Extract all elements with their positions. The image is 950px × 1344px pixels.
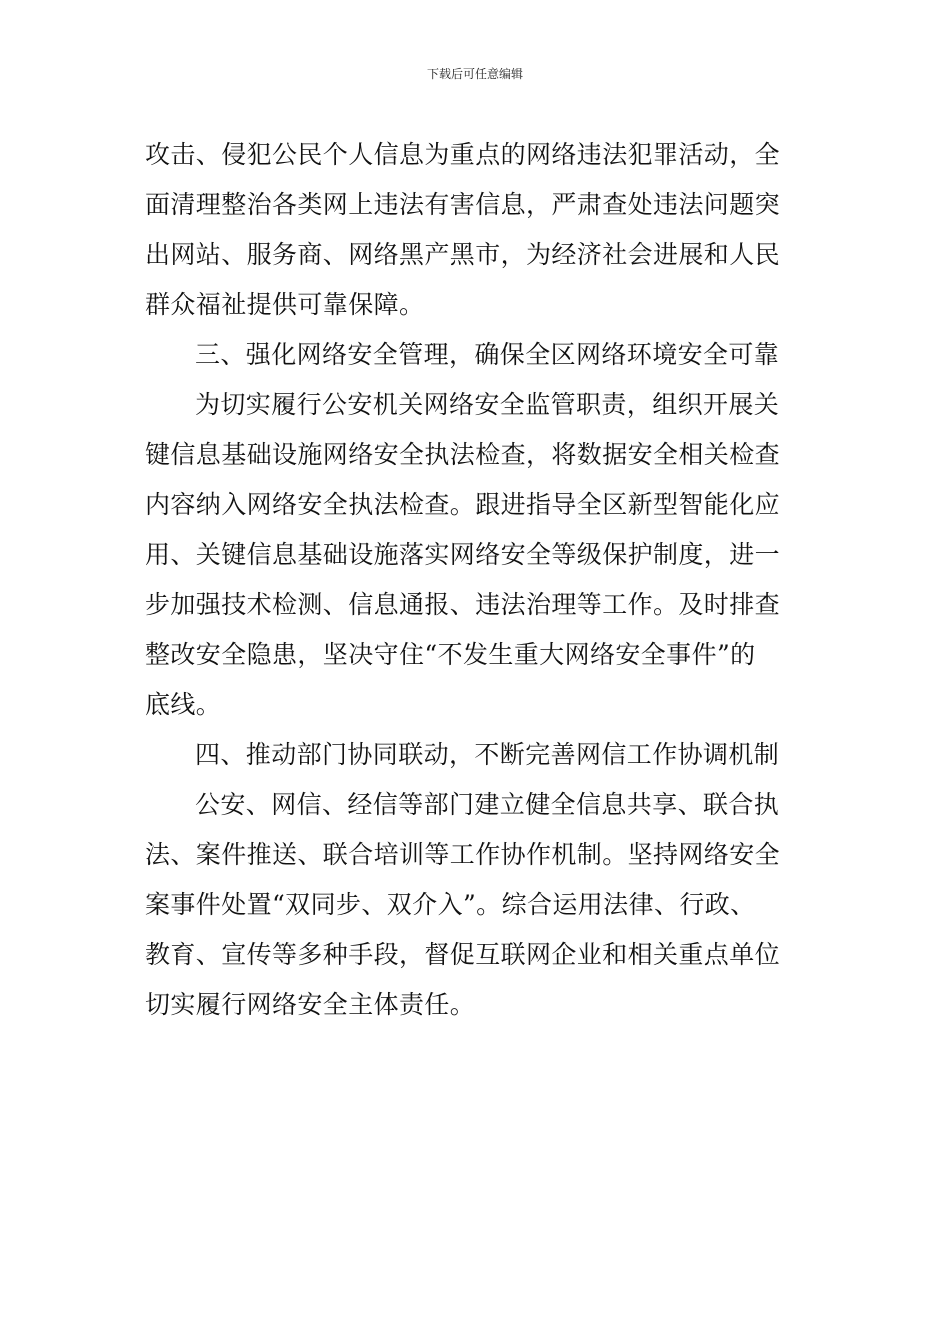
text-line: 四、推动部门协同联动，不断完善网信工作协调机制 xyxy=(195,740,780,769)
text-line: 为切实履行公安机关网络安全监管职责，组织开展关 xyxy=(195,390,780,419)
header-note: 下载后可任意编辑 xyxy=(426,67,523,81)
text-line: 案事件处置“双同步、双介入”。综合运用法律、行政、 xyxy=(145,890,756,919)
text-line: 用、关键信息基础设施落实网络安全等级保护制度，进一 xyxy=(145,540,781,569)
text-line: 三、强化网络安全管理，确保全区网络环境安全可靠 xyxy=(195,340,780,369)
document-body xyxy=(145,130,795,1030)
text-line: 公安、网信、经信等部门建立健全信息共享、联合执 xyxy=(195,790,780,819)
text-line: 攻击、侵犯公民个人信息为重点的网络违法犯罪活动，全 xyxy=(145,140,781,169)
text-line: 教育、宣传等多种手段，督促互联网企业和相关重点单位 xyxy=(145,940,781,969)
text-line: 步加强技术检测、信息通报、违法治理等工作。及时排查 xyxy=(145,590,781,619)
text-line: 出网站、服务商、网络黑产黑市，为经济社会进展和人民 xyxy=(145,240,781,269)
text-line: 群众福祉提供可靠保障。 xyxy=(145,290,425,319)
text-line: 面清理整治各类网上违法有害信息，严肃查处违法问题突 xyxy=(145,190,781,219)
text-line: 法、案件推送、联合培训等工作协作机制。坚持网络安全 xyxy=(145,840,781,869)
text-line: 内容纳入网络安全执法检查。跟进指导全区新型智能化应 xyxy=(145,490,781,519)
text-line: 整改安全隐患，坚决守住“不发生重大网络安全事件”的 xyxy=(145,640,756,669)
text-line: 切实履行网络安全主体责任。 xyxy=(145,990,476,1019)
text-line: 键信息基础设施网络安全执法检查，将数据安全相关检查 xyxy=(145,440,781,469)
text-line: 底线。 xyxy=(145,690,222,719)
